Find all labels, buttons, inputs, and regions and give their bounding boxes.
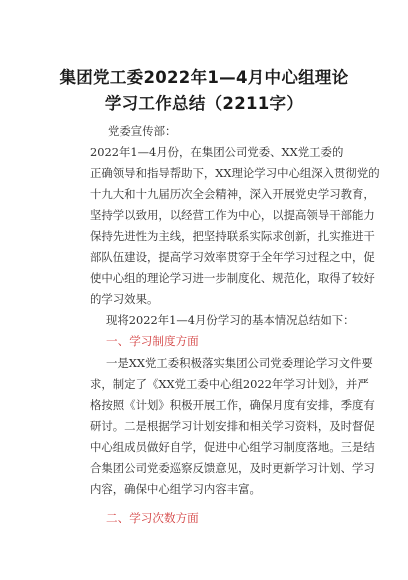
paragraph-1-line-7: 使中心组的理论学习进一步制度化、规范化，取得了较好 xyxy=(90,271,375,285)
document-title-line-2: 学习工作总结（2211字） xyxy=(104,94,304,113)
document-title-line-1: 集团党工委2022年1—4月中心组理论 xyxy=(59,68,349,87)
paragraph-1-line-3: 十九大和十九届历次全会精神，深入开展党史学习教育， xyxy=(90,187,375,201)
section-1-line-4: 研讨。二是根据学习计划安排和相关学习资料，及时督促 xyxy=(90,419,375,433)
salutation: 党委宣传部： xyxy=(108,124,177,138)
section-1-line-1: 一是XX党工委积极落实集团公司党委理论学习文件要 xyxy=(106,356,373,370)
section-1-heading: 一、学习制度方面 xyxy=(106,334,199,348)
paragraph-1-line-4: 坚持学以致用，以经营工作为中心，以提高领导干部能力 xyxy=(90,208,375,222)
paragraph-1-line-5: 保持先进性为主线，把坚持联系实际求创新，扎实推进干 xyxy=(90,229,375,243)
section-1-line-3: 格按照《计划》积极开展工作，确保月度有安排，季度有 xyxy=(90,398,375,412)
paragraph-2: 现将2022年1—4月份学习的基本情况总结如下： xyxy=(106,313,355,327)
paragraph-1-line-8: 的学习效果。 xyxy=(90,292,159,306)
section-1-line-6: 合集团公司党委巡察反馈意见，及时更新学习计划、学习 xyxy=(90,461,375,475)
paragraph-1-line-1: 2022年1—4月份，在集团公司党委、XX党工委的 xyxy=(90,145,344,159)
section-1-line-5: 中心组成员做好自学，促进中心组学习制度落地。三是结 xyxy=(90,440,375,454)
section-1-line-7: 内容，确保中心组学习内容丰富。 xyxy=(90,482,261,496)
paragraph-1-line-2: 正确领导和指导帮助下，XX理论学习中心组深入贯彻党的 xyxy=(90,166,380,180)
paragraph-1-line-6: 部队伍建设，提高学习效率贯穿于全年学习过程之中，促 xyxy=(90,250,375,264)
section-2-heading: 二、学习次数方面 xyxy=(106,511,199,525)
section-1-line-2: 求，制定了《XX党工委中心组2022年学习计划》，并严 xyxy=(90,377,369,391)
